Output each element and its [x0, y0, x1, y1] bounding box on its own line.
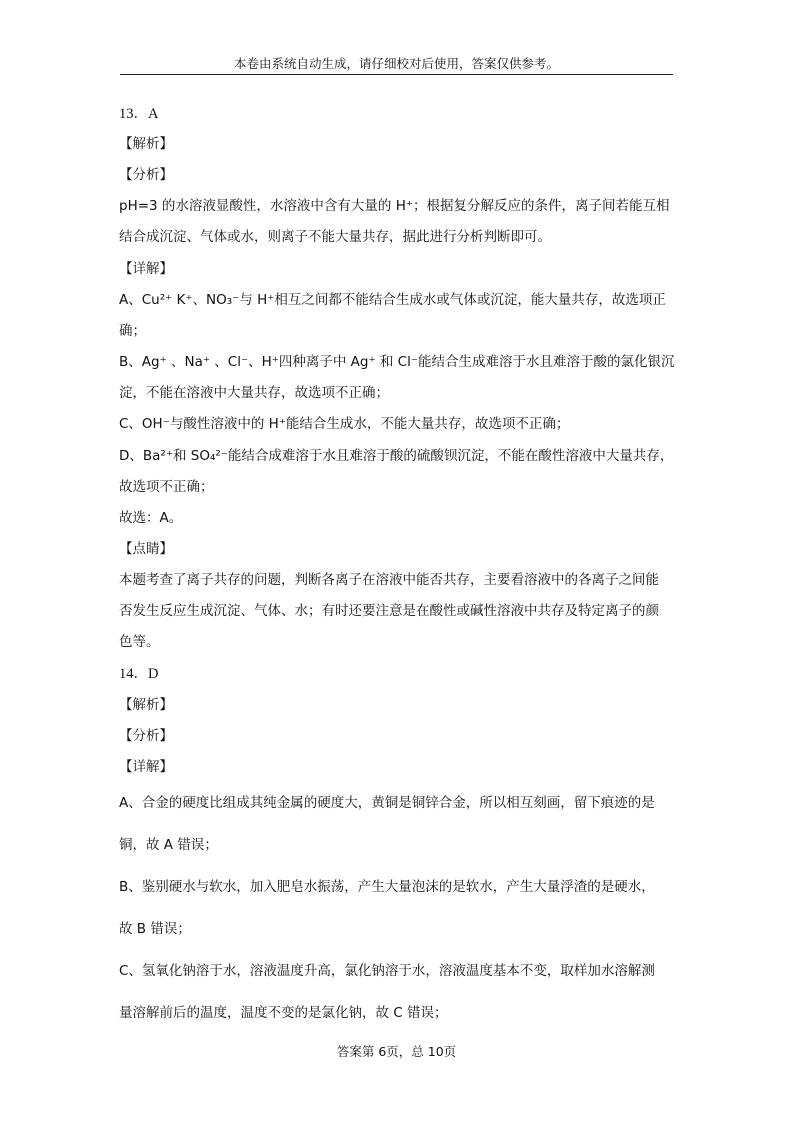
detail-text-line: 铜，故 A 错误；: [119, 837, 218, 853]
detail-text-line: D、Ba²⁺和 SO₄²⁻能结合成难溶于水且难溶于酸的硫酸钡沉淀，不能在酸性溶液中大量共存，: [119, 448, 674, 464]
detail-text-line: C、氢氧化钠溶于水，溶液温度升高，氯化钠溶于水，溶液温度基本不变，取样加水溶解测: [119, 963, 655, 979]
section-heading-dianjing: 【点睛】: [119, 541, 173, 557]
section-heading-xiangjie: 【详解】: [119, 261, 173, 277]
section-heading-jiexi: 【解析】: [119, 697, 173, 713]
section-heading-jiexi: 【解析】: [119, 136, 173, 152]
detail-text-line: 确；: [119, 323, 146, 339]
answer-choice: 故选：A。: [119, 510, 183, 526]
section-heading-fenxi: 【分析】: [119, 167, 173, 183]
page-header: 本卷由系统自动生成，请仔细校对后使用，答案仅供参考。: [233, 56, 559, 71]
detail-text-line: B、Ag⁺ 、Na⁺ 、Cl⁻、H⁺四种离子中 Ag⁺ 和 Cl⁻能结合生成难溶于水且难溶于酸的氯化银沉: [119, 354, 675, 370]
question-number-14: 14．D: [119, 666, 159, 682]
detail-text-line: 故选项不正确；: [119, 479, 214, 495]
detail-text-line: A、Cu²⁺ K⁺、NO₃⁻与 H⁺相互之间都不能结合生成水或气体或沉淀，能大量共存，故选项正: [119, 292, 666, 308]
detail-text-line: 淀，不能在溶液中大量共存，故选项不正确；: [119, 385, 389, 401]
detail-text-line: B、鉴别硬水与软水，加入肥皂水振荡，产生大量泡沫的是软水，产生大量浮渣的是硬水，: [119, 879, 655, 895]
comment-text-line: 色等。: [119, 634, 160, 650]
comment-text-line: 本题考查了离子共存的问题，判断各离子在溶液中能否共存，主要看溶液中的各离子之间能: [119, 572, 659, 588]
section-heading-xiangjie: 【详解】: [119, 759, 173, 775]
detail-text-line: A、合金的硬度比组成其纯金属的硬度大，黄铜是铜锌合金，所以相互刻画，留下痕迹的是: [119, 795, 655, 811]
analysis-text-line: 结合成沉淀、气体或水，则离子不能大量共存，据此进行分析判断即可。: [119, 229, 551, 245]
detail-text-line: C、OH⁻与酸性溶液中的 H⁺能结合生成水，不能大量共存，故选项不正确；: [119, 416, 570, 432]
header-divider: [120, 74, 673, 75]
page-footer: 答案第 6页，总 10页: [336, 1044, 457, 1059]
comment-text-line: 否发生反应生成沉淀、气体、水；有时还要注意是在酸性或碱性溶液中共存及特定离子的颜: [119, 603, 659, 619]
detail-text-line: 故 B 错误；: [119, 921, 191, 937]
analysis-text-line: pH=3 的水溶液显酸性，水溶液中含有大量的 H⁺；根据复分解反应的条件，离子间若能互相: [119, 198, 670, 214]
detail-text-line: 量溶解前后的温度，温度不变的是氯化钠，故 C 错误；: [119, 1005, 448, 1021]
question-number-13: 13．A: [119, 106, 159, 122]
section-heading-fenxi: 【分析】: [119, 728, 173, 744]
